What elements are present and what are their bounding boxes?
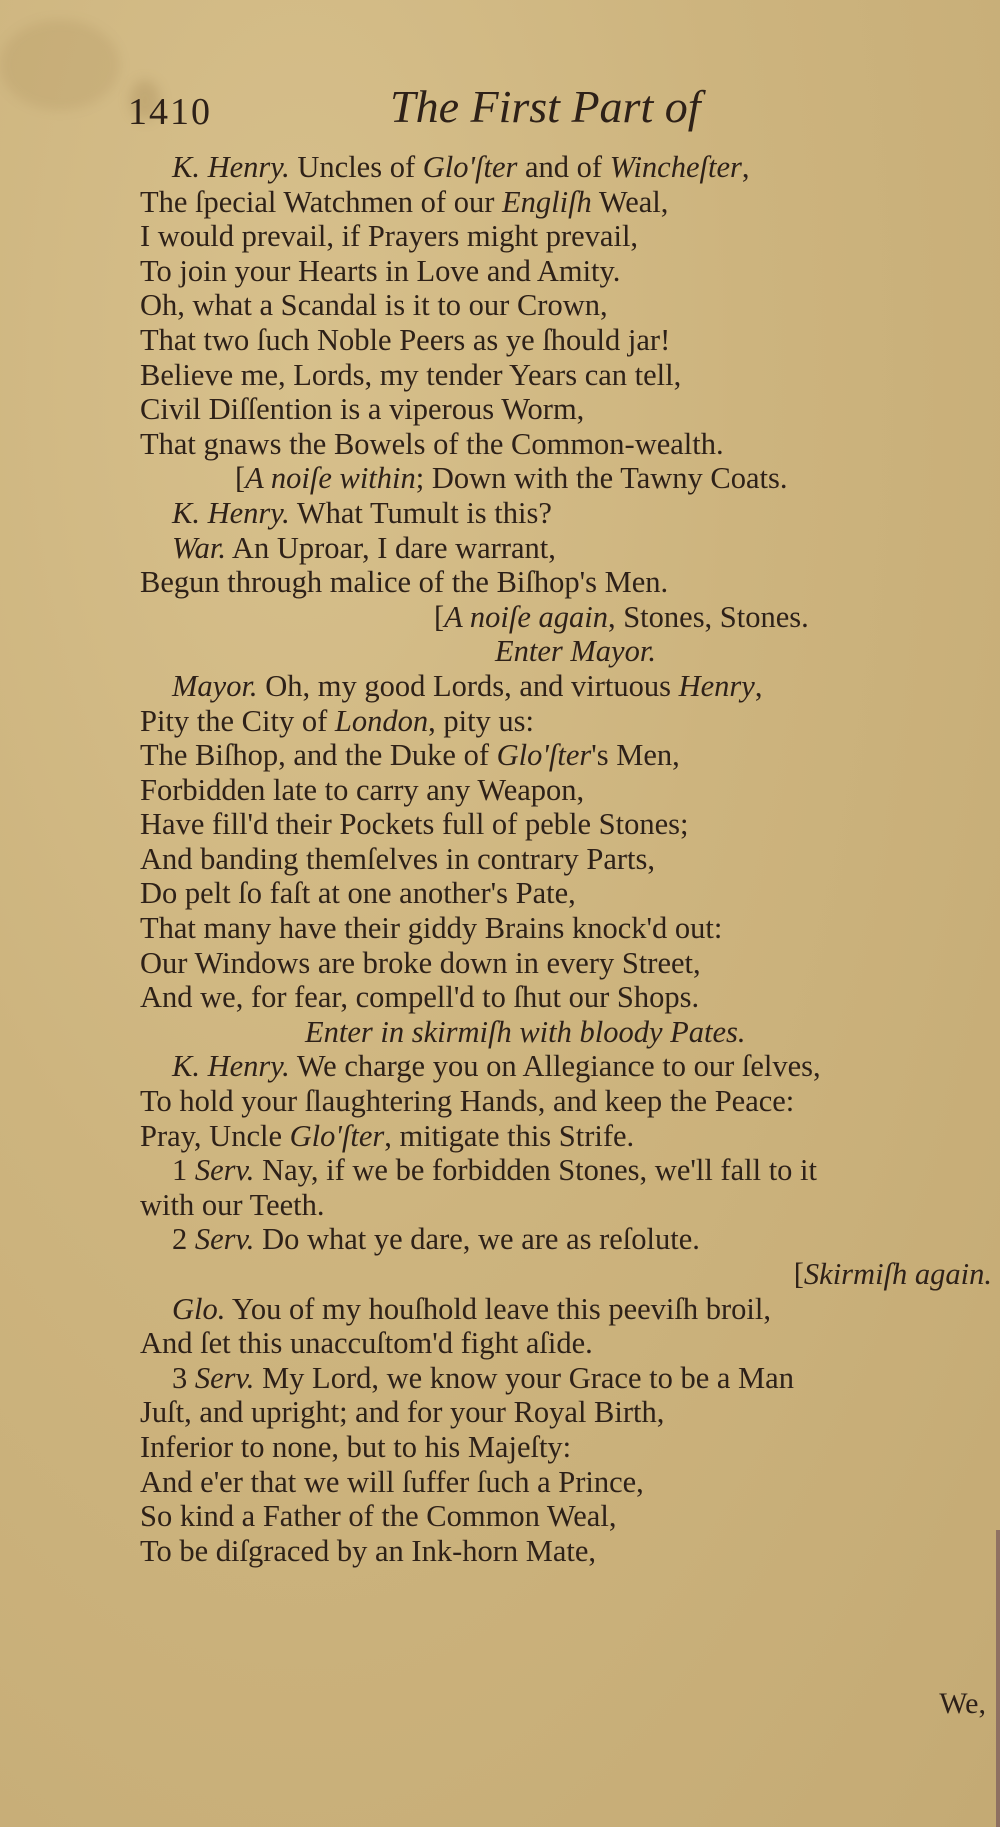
text-span: Inferior to none, but to his Majeſty: bbox=[140, 1429, 572, 1464]
text-span: An Uproar, I dare warrant, bbox=[225, 530, 556, 565]
text-span: And e'er that we will ſuffer ſuch a Prince, bbox=[140, 1464, 644, 1499]
text-span: Weal, bbox=[591, 184, 669, 219]
italic-span: Serv. bbox=[194, 1360, 255, 1395]
text-span: ; Down with the Tawny Coats. bbox=[415, 461, 788, 496]
text-line bbox=[140, 669, 1000, 704]
italic-span: K. Henry. bbox=[172, 495, 290, 530]
text-span: Do pelt ſo faſt at one another's Pate, bbox=[140, 876, 576, 911]
text-span: To join your Hearts in Love and Amity. bbox=[140, 253, 621, 288]
italic-span: Henry bbox=[678, 668, 755, 703]
text-line bbox=[140, 323, 1000, 358]
page-edge bbox=[996, 1530, 1000, 1827]
text-span: Juſt, and upright; and for your Royal Birth, bbox=[140, 1395, 665, 1430]
text-span: Forbidden late to carry any Weapon, bbox=[140, 772, 585, 807]
text-span: [ bbox=[235, 461, 246, 496]
text-line bbox=[140, 980, 1000, 1015]
text-line bbox=[140, 288, 1000, 323]
text-line bbox=[140, 738, 1000, 773]
running-title: The First Part of bbox=[390, 81, 701, 132]
text-line bbox=[140, 1084, 1000, 1119]
text-span: So kind a Father of the Common Weal, bbox=[140, 1499, 617, 1534]
text-span: [ bbox=[793, 1257, 804, 1291]
page-number: 1410 bbox=[128, 91, 212, 133]
text-line bbox=[140, 531, 1000, 566]
text-span: And we, for fear, compell'd to ſhut our Shops. bbox=[140, 980, 700, 1015]
text-span: Do what ye dare, we are as reſolute. bbox=[254, 1222, 700, 1257]
text-span: 2 bbox=[172, 1222, 195, 1257]
text-span: , Stones, Stones. bbox=[607, 599, 809, 634]
text-line bbox=[140, 565, 1000, 600]
italic-span: Engliſh bbox=[502, 184, 592, 219]
text-span: You of my houſhold leave this peeviſh broil, bbox=[225, 1291, 771, 1326]
text-span: We charge you on Allegiance to our ſelves, bbox=[289, 1049, 821, 1084]
text-span: Believe me, Lords, my tender Years can tell, bbox=[140, 357, 682, 392]
text-span: 3 bbox=[172, 1360, 195, 1395]
italic-span: Glo'ſter bbox=[289, 1118, 385, 1153]
text-span: Begun through malice of the Biſhop's Men. bbox=[140, 565, 669, 600]
text-line bbox=[140, 1499, 1000, 1534]
text-span: And banding themſelves in contrary Parts, bbox=[140, 841, 656, 876]
text-span: To be diſgraced by an Ink-horn Mate, bbox=[140, 1533, 597, 1568]
text-span: Oh, what a Scandal is it to our Crown, bbox=[140, 288, 608, 323]
text-line bbox=[140, 1153, 1000, 1188]
text-span: That many have their giddy Brains knock'd out: bbox=[140, 911, 723, 946]
text-line bbox=[140, 773, 1000, 808]
text-span: , bbox=[754, 668, 763, 703]
italic-span: Mayor. bbox=[172, 668, 258, 703]
text-line bbox=[140, 496, 1000, 531]
italic-span: Glo. bbox=[172, 1291, 226, 1326]
text-line bbox=[140, 254, 1000, 289]
text-span: 's Men, bbox=[591, 738, 680, 773]
text-span: , mitigate this Strife. bbox=[384, 1118, 635, 1153]
text-line bbox=[140, 876, 1000, 911]
text-span: Oh, my good Lords, and virtuous bbox=[257, 668, 679, 703]
text-line bbox=[140, 1188, 1000, 1223]
text-line bbox=[140, 842, 1000, 877]
text-line bbox=[140, 1430, 1000, 1465]
text-span: Civil Diſſention is a viperous Worm, bbox=[140, 392, 585, 427]
text-line bbox=[140, 219, 1000, 254]
text-line bbox=[140, 1361, 1000, 1396]
text-span: [ bbox=[434, 599, 445, 634]
text-span: Pity the City of bbox=[140, 703, 335, 738]
text-line bbox=[140, 1222, 1000, 1257]
text-line bbox=[140, 1119, 1000, 1154]
italic-span: K. Henry. bbox=[172, 1049, 290, 1084]
italic-span: K. Henry. bbox=[172, 150, 290, 184]
text-span: Uncles of bbox=[289, 150, 423, 184]
text-line bbox=[140, 1534, 1000, 1569]
text-line bbox=[140, 1292, 1000, 1327]
italic-span: A noiſe within bbox=[245, 461, 416, 496]
italic-span: Enter Mayor. bbox=[495, 634, 656, 669]
text-line bbox=[140, 1465, 1000, 1500]
stage-direction bbox=[140, 1015, 1000, 1050]
text-line bbox=[140, 807, 1000, 842]
text-line bbox=[140, 946, 1000, 981]
text-span: To hold your ſlaughtering Hands, and keep the Peace: bbox=[140, 1084, 795, 1119]
text-span: , pity us: bbox=[428, 703, 535, 738]
text-line bbox=[140, 427, 1000, 462]
italic-span: Skirmiſh again. bbox=[803, 1257, 992, 1291]
text-span: Our Windows are broke down in every Street, bbox=[140, 945, 701, 980]
italic-span: Serv. bbox=[194, 1153, 255, 1188]
text-span: That two ſuch Noble Peers as ye ſhould jar! bbox=[140, 322, 671, 357]
text-span: and of bbox=[517, 150, 610, 184]
italic-span: War. bbox=[172, 530, 226, 565]
page-header bbox=[128, 80, 908, 140]
text-span: My Lord, we know your Grace to be a Man bbox=[254, 1360, 794, 1395]
text-line bbox=[140, 358, 1000, 393]
italic-span: Wincheſter bbox=[609, 150, 742, 184]
text-line bbox=[140, 911, 1000, 946]
italic-span: Glo'ſter bbox=[422, 150, 518, 184]
text-span: , bbox=[741, 150, 750, 184]
text-span: 1 bbox=[172, 1153, 195, 1188]
text-line bbox=[140, 704, 1000, 739]
text-span: The ſpecial Watchmen of our bbox=[140, 184, 502, 219]
text-span: The Biſhop, and the Duke of bbox=[140, 738, 497, 773]
italic-span: London bbox=[334, 703, 429, 738]
page-stain bbox=[0, 20, 120, 110]
text-line bbox=[140, 185, 1000, 220]
text-line bbox=[140, 1049, 1000, 1084]
text-line bbox=[140, 1326, 1000, 1361]
text-span: And ſet this unaccuſtom'd fight aſide. bbox=[140, 1326, 593, 1361]
text-line bbox=[140, 1395, 1000, 1430]
italic-span: Glo'ſter bbox=[496, 738, 592, 773]
italic-span: Serv. bbox=[194, 1222, 255, 1257]
text-span: Nay, if we be forbidden Stones, we'll fall to it bbox=[254, 1153, 817, 1188]
text-line bbox=[140, 392, 1000, 427]
text-span: I would prevail, if Prayers might prevail, bbox=[140, 219, 639, 254]
stage-direction bbox=[140, 461, 1000, 496]
catchword: We, bbox=[939, 1687, 986, 1720]
text-span: with our Teeth. bbox=[140, 1187, 325, 1222]
stage-direction bbox=[140, 600, 1000, 635]
text-line bbox=[140, 150, 1000, 185]
text-span: Pray, Uncle bbox=[140, 1118, 290, 1153]
italic-span: Enter in skirmiſh with bloody Pates. bbox=[305, 1014, 746, 1049]
text-span: Have fill'd their Pockets full of peble Stones; bbox=[140, 807, 689, 842]
text-span: What Tumult is this? bbox=[289, 495, 552, 530]
text-span: That gnaws the Bowels of the Common-wealth. bbox=[140, 426, 724, 461]
stage-direction bbox=[140, 634, 1000, 669]
italic-span: A noiſe again bbox=[444, 599, 608, 634]
play-text bbox=[140, 150, 1000, 1568]
stage-direction bbox=[140, 1257, 1000, 1292]
